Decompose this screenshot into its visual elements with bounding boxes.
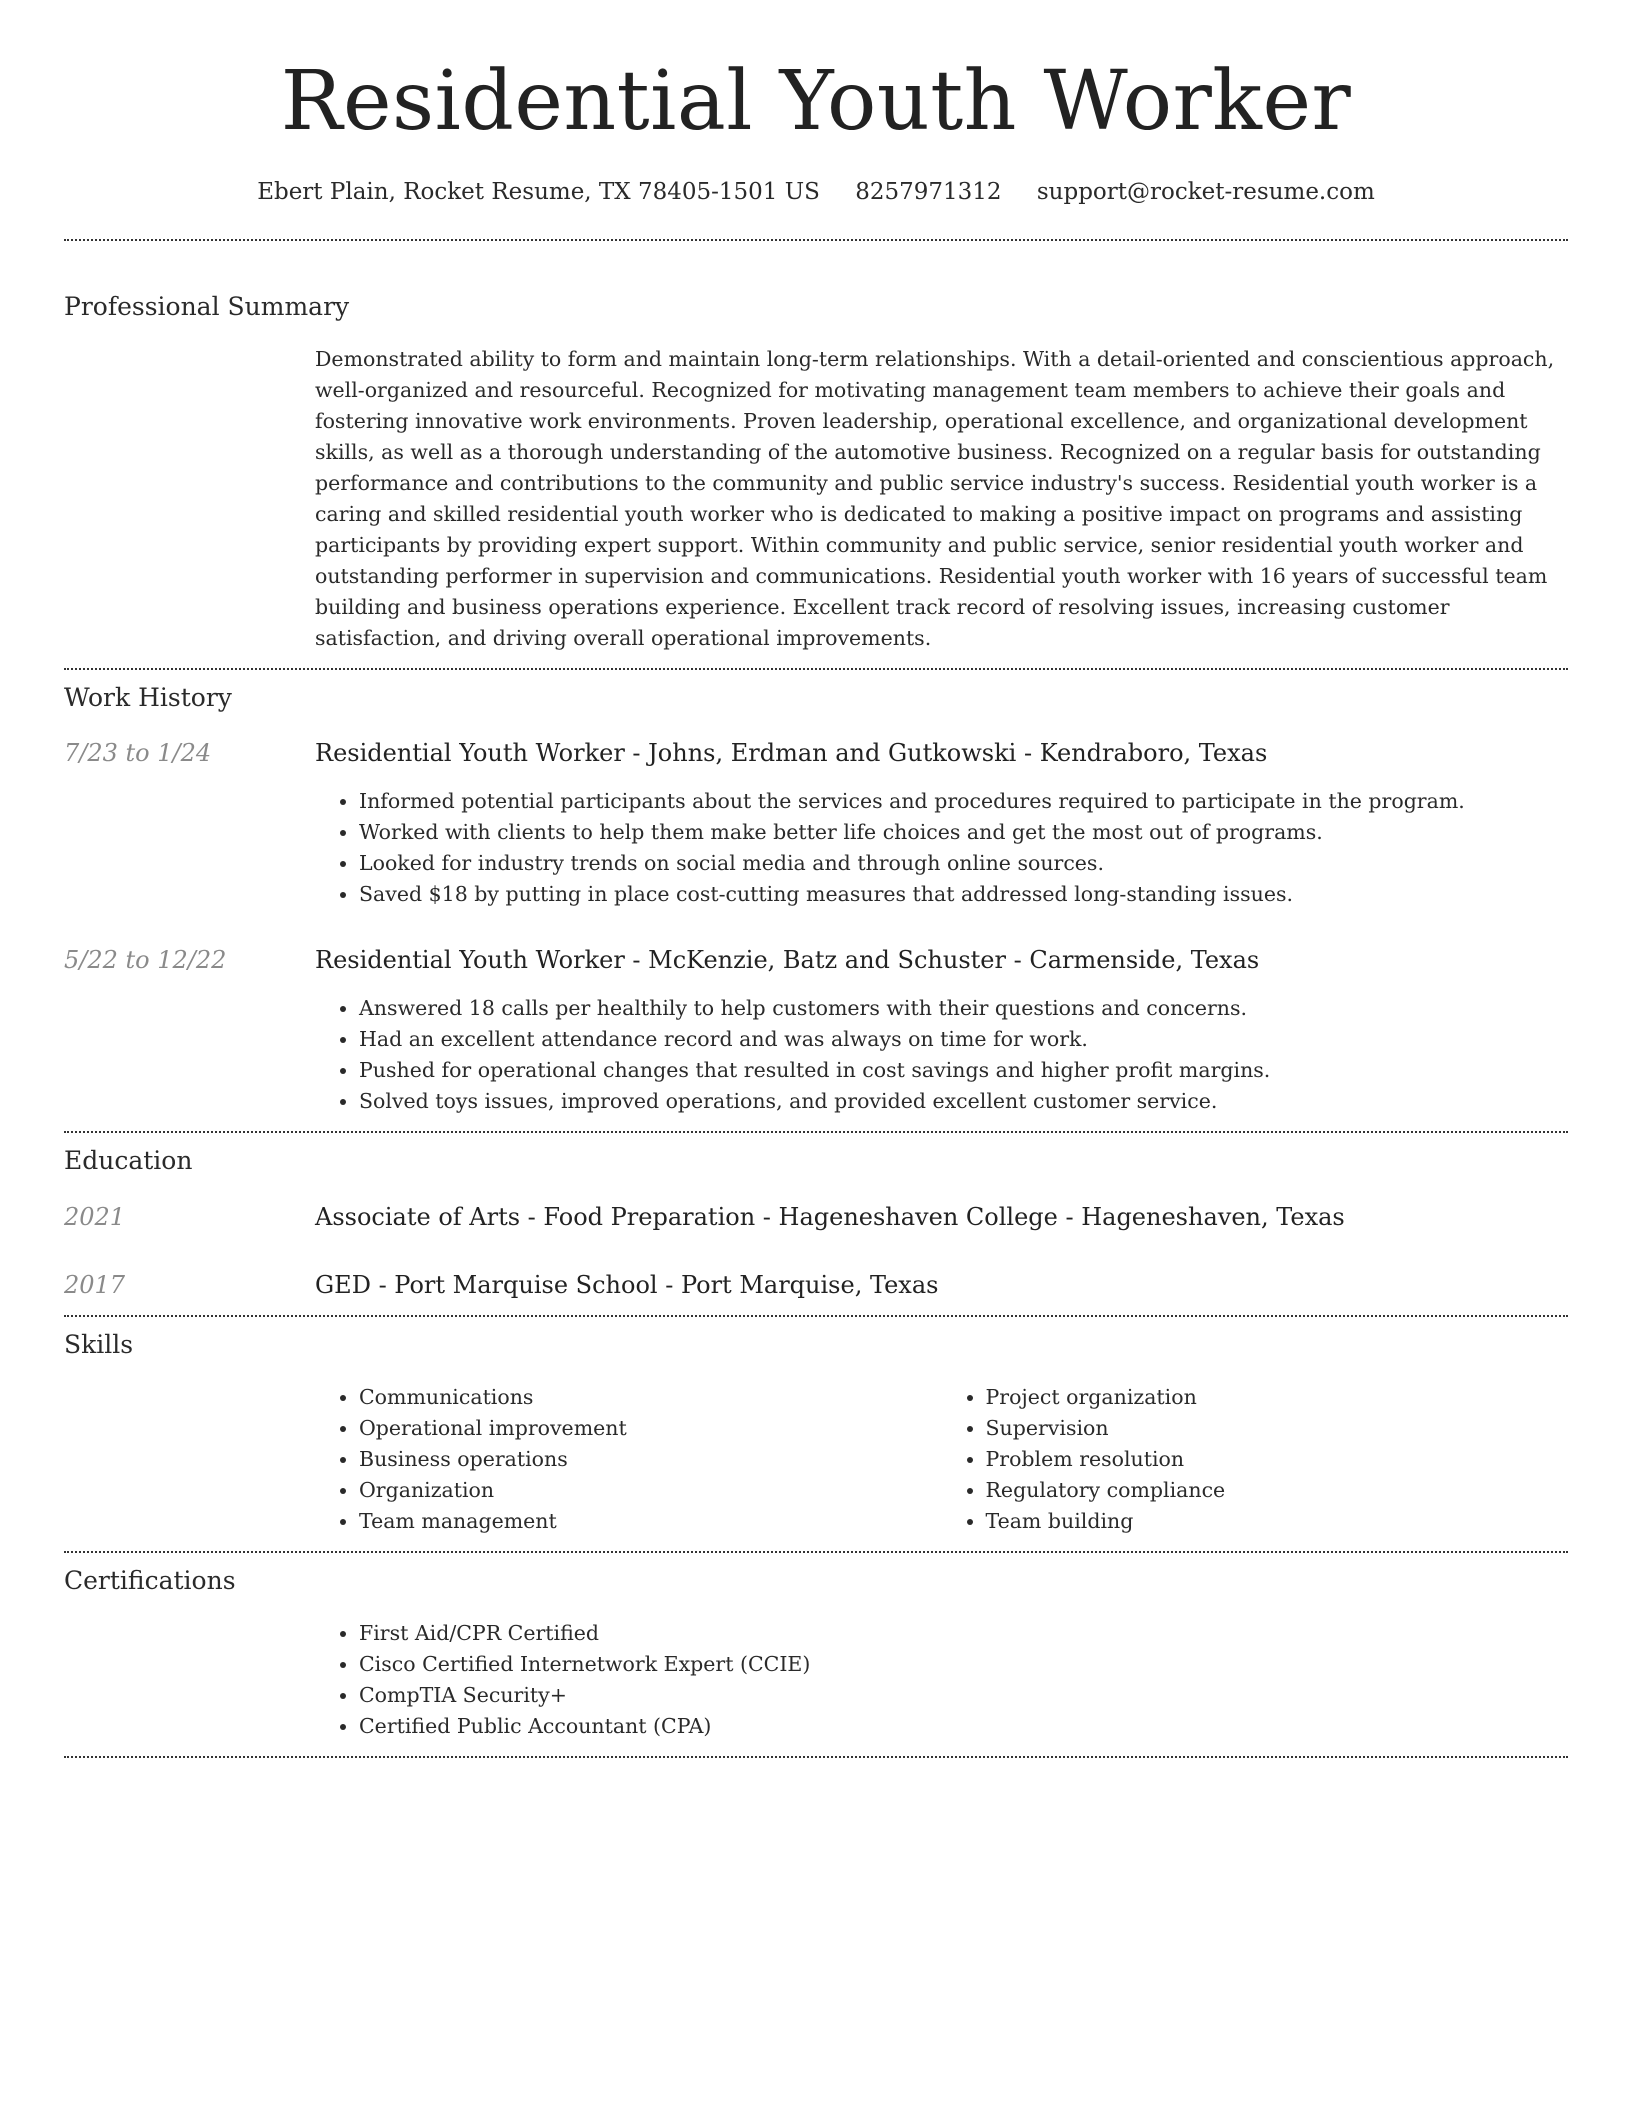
list-item: • Problem resolution <box>986 1444 1569 1475</box>
list-item: • Operational improvement <box>359 1413 942 1444</box>
list-item: • Organization <box>359 1475 942 1506</box>
section-title-skills: Skills <box>64 1330 134 1359</box>
contact-email: support@rocket-resume.com <box>1036 179 1375 205</box>
list-item: • Business operations <box>359 1444 942 1475</box>
section-title-certifications: Certifications <box>64 1566 236 1595</box>
education-heading: GED - Port Marquise School - Port Marquise, Texas <box>315 1271 939 1299</box>
skills-section <box>64 1317 1568 1551</box>
list-item: • Communications <box>359 1382 942 1413</box>
certifications-list <box>315 1618 1568 1742</box>
summary-text: Demonstrated ability to form and maintain long-term relationships. With a detail-oriented and conscientious approach, well-organized and resourceful. Recognized for motivating management team members to achieve their goals and fostering innovative work environments. Proven leadership, operational excellence, and organizational development skills, as well as a thorough understanding of the automotive business. Recognized on a regular basis for outstanding performance and contributions to the community and public service industry's success. Residential youth worker is a caring and skilled residential youth worker who is dedicated to making a positive impact on programs and assisting participants by providing expert support. Within community and public service, senior residential youth worker and outstanding performer in supervision and communications. Residential youth worker with 16 years of successful team building and business operations experience. Excellent track record of resolving issues, increasing customer satisfaction, and driving overall operational improvements. <box>315 347 1555 650</box>
job-bullets <box>315 786 1568 910</box>
list-item: • CompTIA Security+ <box>359 1680 1568 1711</box>
list-item: • Cisco Certified Internetwork Expert (CCIE) <box>359 1649 1568 1680</box>
certifications-section <box>64 1553 1568 1756</box>
job-dates: 7/23 to 1/24 <box>64 739 212 767</box>
list-item: • Project organization <box>986 1382 1569 1413</box>
education-year: 2021 <box>64 1203 126 1231</box>
job-entry <box>64 737 1568 910</box>
list-item: • Team management <box>359 1506 942 1537</box>
skills-list-left <box>315 1382 942 1537</box>
list-item: • Saved $18 by putting in place cost-cutting measures that addressed long-standing issues. <box>359 879 1568 910</box>
resume-page <box>64 0 1568 1758</box>
list-item: • Team building <box>986 1506 1569 1537</box>
list-item: • Certified Public Accountant (CPA) <box>359 1711 1568 1742</box>
section-title-summary: Professional Summary <box>64 292 350 321</box>
job-heading: Residential Youth Worker - McKenzie, Batz and Schuster - Carmenside, Texas <box>315 946 1260 974</box>
list-item: • First Aid/CPR Certified <box>359 1618 1568 1649</box>
education-heading: Associate of Arts - Food Preparation - Hageneshaven College - Hageneshaven, Texas <box>315 1203 1345 1231</box>
list-item: • Worked with clients to help them make better life choices and get the most out of programs. <box>359 817 1568 848</box>
list-item: • Solved toys issues, improved operations, and provided excellent customer service. <box>359 1086 1568 1117</box>
summary-section <box>64 241 1568 668</box>
job-heading: Residential Youth Worker - Johns, Erdman and Gutkowski - Kendraboro, Texas <box>315 739 1268 767</box>
list-item: • Looked for industry trends on social media and through online sources. <box>359 848 1568 879</box>
resume-name: Residential Youth Worker <box>280 54 1352 149</box>
job-bullets <box>315 993 1568 1117</box>
education-section <box>64 1133 1568 1315</box>
list-item: • Supervision <box>986 1413 1569 1444</box>
list-item: • Pushed for operational changes that resulted in cost savings and higher profit margins. <box>359 1055 1568 1086</box>
list-item: • Informed potential participants about the services and procedures required to participate in the program. <box>359 786 1568 817</box>
list-item: • Had an excellent attendance record and was always on time for work. <box>359 1024 1568 1055</box>
work-history-section <box>64 670 1568 1131</box>
job-dates: 5/22 to 12/22 <box>64 946 227 974</box>
education-year: 2017 <box>64 1271 126 1299</box>
skills-list-right <box>942 1382 1569 1537</box>
contact-phone: 8257971312 <box>855 179 1002 205</box>
section-title-work-history: Work History <box>64 683 232 712</box>
job-entry <box>64 944 1568 1131</box>
list-item: • Answered 18 calls per healthily to help customers with their questions and concerns. <box>359 993 1568 1024</box>
contact-address: Ebert Plain, Rocket Resume, TX 78405-1501 US <box>257 179 820 205</box>
education-entry <box>64 1201 1568 1233</box>
divider <box>64 1756 1568 1758</box>
contact-line <box>64 176 1568 208</box>
section-title-education: Education <box>64 1146 193 1175</box>
list-item: • Regulatory compliance <box>986 1475 1569 1506</box>
education-entry <box>64 1269 1568 1315</box>
